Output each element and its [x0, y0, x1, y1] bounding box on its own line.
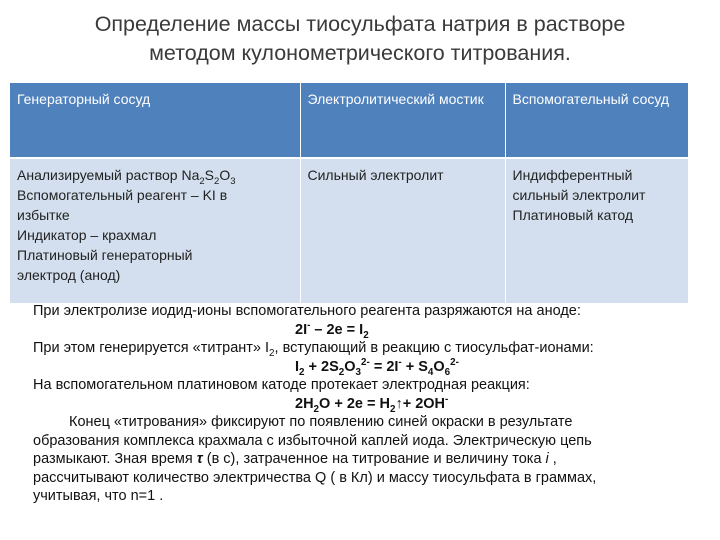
- cell-line: электрод (анод): [17, 267, 121, 283]
- cell-line: Платиновый генераторный: [17, 247, 193, 263]
- table-row: [10, 158, 688, 303]
- title-line-2: методом кулонометрического титрования.: [149, 41, 571, 65]
- apparatus-table: [10, 83, 688, 303]
- up-arrow-icon: ↑: [395, 395, 403, 412]
- cell-line: сильный электролит: [512, 187, 646, 203]
- cell-salt-bridge: [300, 158, 505, 303]
- cell-line: Индифферентный: [512, 167, 633, 183]
- paragraph-anode: При электролизе иодид-ионы вспомогательного реагента разряжаются на аноде:: [33, 303, 581, 319]
- paragraph-cathode: На вспомогательном платиновом катоде протекает электродная реакция:: [33, 377, 530, 393]
- header-generator-vessel: Генераторный сосуд: [10, 83, 300, 158]
- paragraph-n-value: учитывая, что n=1 .: [33, 488, 164, 504]
- cell-line: Вспомогательный реагент – KI в: [17, 187, 228, 203]
- explanation-text: [33, 302, 693, 506]
- equation-cathode: $2H_2O + 2e$ = $H_2↑+ 2OH^-$: [295, 393, 449, 415]
- header-auxiliary-vessel: Вспомогательный сосуд: [505, 83, 688, 158]
- cell-line: Индикатор – крахмал: [17, 227, 157, 243]
- paragraph-time-current: размыкают. Зная время τ (в с), затраченное на титрование и величину тока i ,: [33, 451, 557, 467]
- equation-anode: $2I^- - 2e = I_2$: [295, 319, 369, 341]
- equation-titration: $I_2 + 2S_2O_3^{2-} = 2I^- + S_4O_6^{2-}$: [295, 356, 459, 378]
- table-header-row: [10, 83, 688, 158]
- paragraph-endpoint-cont: образования комплекса крахмала с избыточной каплей иода. Электрическую цепь: [33, 432, 592, 449]
- cell-line: Сильный электролит: [307, 167, 444, 183]
- cell-line: Платиновый катод: [512, 207, 633, 223]
- cell-line: Анализируемый раствор $Na_2S_2O_3$: [17, 167, 236, 187]
- title-line-1: Определение массы тиосульфата натрия в растворе: [94, 12, 626, 36]
- cell-auxiliary-vessel: [505, 158, 688, 303]
- cell-generator-vessel: [10, 158, 300, 303]
- paragraph-titrant: При этом генерируется «титрант» $I_2$, вступающий в реакцию с тиосульфат-ионами:: [33, 340, 594, 359]
- page-title: [40, 10, 680, 68]
- cell-line: избытке: [17, 207, 70, 223]
- paragraph-calculation: рассчитывают количество электричества Q ( в Кл) и массу тиосульфата в граммах,: [33, 469, 597, 486]
- paragraph-endpoint: Конец «титрования» фиксируют по появлению синей окраски в результате: [69, 414, 573, 430]
- header-salt-bridge: Электролитический мостик: [300, 83, 505, 158]
